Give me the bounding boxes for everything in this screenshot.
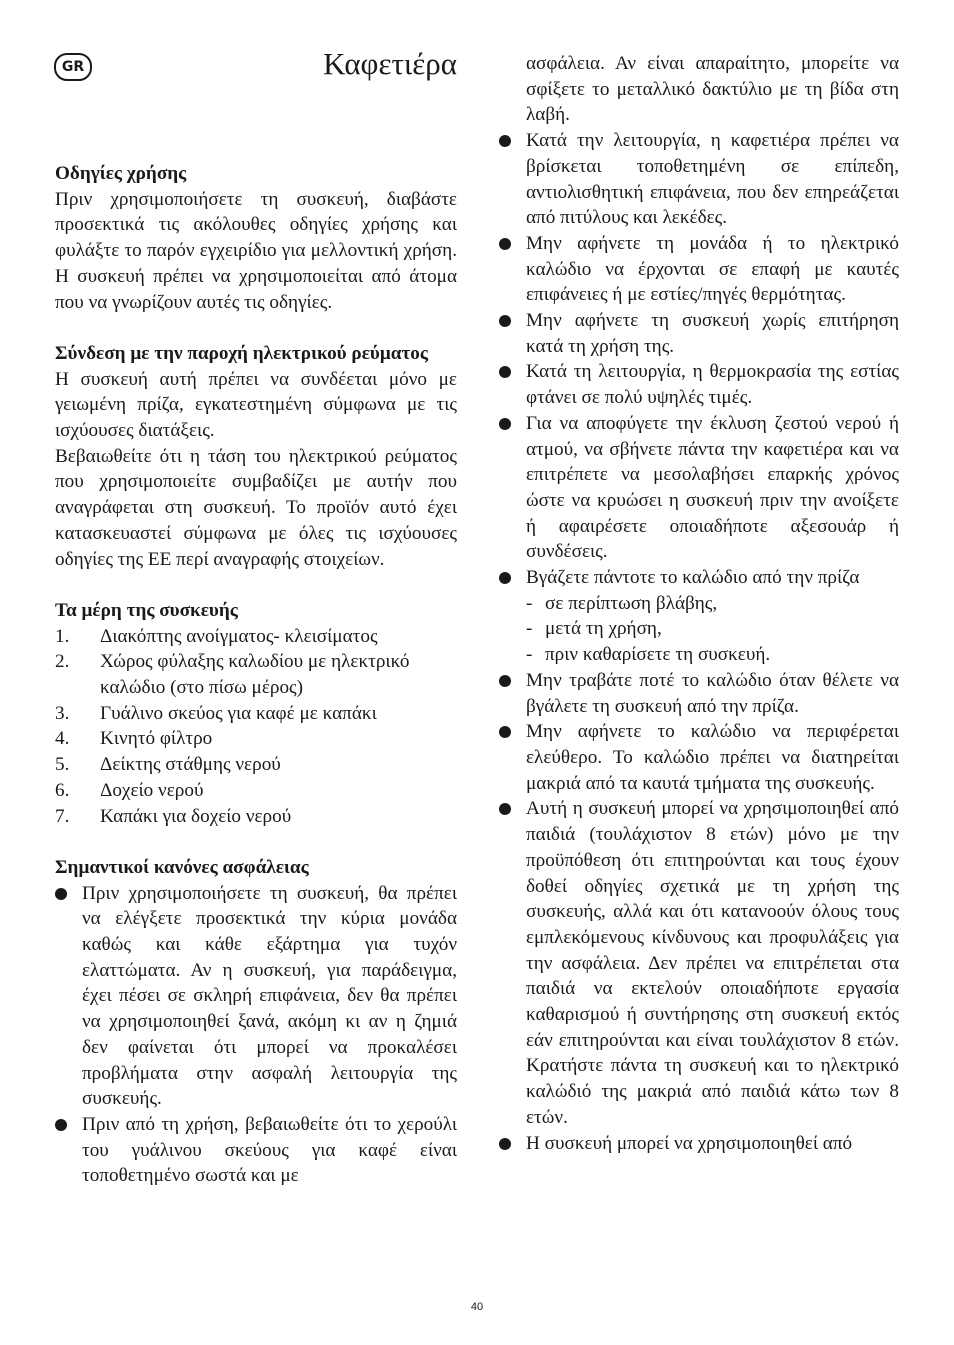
left-column: [55, 161, 457, 1189]
list-item: [499, 668, 899, 719]
list-item: [499, 1131, 899, 1157]
list-item: [55, 778, 457, 804]
item-text: Δείκτης στάθμης νερού: [100, 754, 281, 776]
bullet-icon: [499, 418, 511, 430]
list-item: [499, 308, 899, 359]
language-badge: GR: [54, 53, 92, 81]
usage-text: Πριν χρησιμοποιήσετε τη συσκευή, διαβάστε προσεκτικά τις ακόλουθες οδηγίες χρήσης και φυλάξτε το παρόν εγχειρίδιο για μελλοντική χρήση. Η συσκευή πρέπει να χρησιμοποιείται από άτομα που να γνωρίζουν αυτές τις οδηγίες.: [55, 188, 457, 313]
list-item: [499, 719, 899, 796]
parts-list: [55, 624, 457, 830]
list-item: [55, 881, 457, 1112]
bullet-icon: [499, 726, 511, 738]
list-item: [499, 359, 899, 410]
page-number: 40: [470, 1301, 484, 1313]
item-number: 7.: [55, 805, 70, 827]
item-number: 1.: [55, 625, 70, 647]
bullet-icon: [499, 675, 511, 687]
item-text: Μην αφήνετε το καλώδιο να περιφέρεται ελεύθερο. Το καλώδιο πρέπει να διατηρείται μακριά από τα καυτά τμήματα της συσκευής.: [526, 721, 899, 794]
item-text: Κινητό φίλτρο: [100, 728, 213, 750]
usage-heading: Οδηγίες χρήσης: [55, 163, 187, 184]
unplug-conditions-list: [499, 591, 899, 668]
bullet-icon: [499, 572, 511, 584]
spacer: [55, 315, 457, 341]
dash-marker: -: [526, 592, 533, 614]
list-item: [55, 624, 457, 650]
list-item: [55, 1112, 457, 1189]
bullet-icon: [55, 1119, 67, 1131]
parts-heading: Τα μέρη της συσκευής: [55, 599, 238, 621]
list-item: [499, 411, 899, 565]
item-text: Μην αφήνετε τη μονάδα ή το ηλεκτρικό καλώδιο να έρχονται σε επαφή με καυτές επιφάνειες ή με εστίες/πηγές θερμότητας.: [526, 232, 899, 306]
item-text: Μην αφήνετε τη συσκευή χωρίς επιτήρηση κατά τη χρήση της.: [526, 310, 899, 357]
item-text: Κατά τη λειτουργία, η θερμοκρασία της εστίας φτάνει σε πολύ υψηλές τιμές.: [526, 361, 899, 409]
item-text: Διακόπτης ανοίγματος- κλεισίματος: [100, 625, 378, 647]
safety-list-right-a: [499, 128, 899, 591]
dash-marker: -: [526, 618, 533, 640]
safety-heading: Σημαντικοί κανόνες ασφάλειας: [55, 856, 309, 878]
right-column: [499, 51, 899, 1156]
list-item: [55, 649, 457, 700]
list-item: [526, 642, 899, 668]
bullet-icon: [499, 1138, 511, 1150]
list-item: [55, 752, 457, 778]
page-title: Καφετιέρα: [323, 46, 457, 81]
dash-marker: -: [526, 644, 533, 666]
item-text: Για να αποφύγετε την έκλυση ζεστού νερού ή ατμού, να σβήνετε πάντα την καφετιέρα και να επιτρέπετε να μεσολαβήσει επαρκής χρόνος ώστε να κρυώσει η συσκευή πριν την ανοίξετε ή αφαιρέσετε οποιαδήποτε αξεσουάρ ή συνδέσεις.: [526, 412, 899, 563]
item-text: Πριν χρησιμοποιήσετε τη συσκευή, θα πρέπει να ελέγξετε προσεκτικά την κύρια μονάδα καθώς και κάθε εξάρτημα για τυχόν ελαττώματα. Αν η συσκευή, για παράδειγμα, έχει πέσει σε σκληρή επιφάνεια, δεν θα πρέπει να χρησιμοποιηθεί ξανά, ακόμη κι αν η ζημιά δεν φαίνεται ότι μπορεί να προκαλέσει προβλήματα στην ασφαλή λειτουργία της συσκευής.: [82, 882, 457, 1110]
item-text: μετά τη χρήση,: [545, 618, 662, 640]
bullet-icon: [499, 315, 511, 327]
power-heading: Σύνδεση με την παροχή ηλεκτρικού ρεύματος: [55, 342, 428, 364]
safety-list-left: [55, 881, 457, 1189]
list-item: [499, 128, 899, 231]
item-number: 4.: [55, 728, 70, 750]
item-text: Καπάκι για δοχείο νερού: [100, 805, 292, 827]
bullet-icon: [55, 888, 67, 900]
list-item: [55, 726, 457, 752]
bullet-icon: [499, 238, 511, 250]
power-text-2: Βεβαιωθείτε ότι η τάση του ηλεκτρικού ρεύματος που χρησιμοποιείτε συμβαδίζει με αυτήν που αναγράφεται στη συσκευή. Το προϊόν αυτό έχει κατασκευαστεί σύμφωνα με όλες τις ισχύουσες οδηγίες της ΕΕ περί αναγραφής στοιχείων.: [55, 445, 457, 570]
safety-list-right-b: [499, 668, 899, 1156]
item-text: Αυτή η συσκευή μπορεί να χρησιμοποιηθεί από παιδιά (τουλάχιστον 8 ετών) μόνο με την προϋπόθεση ότι επιτηρούνται και τους έχουν δοθεί οδηγίες σχετικά με τη χρήση της συσκευής, αλλά και ότι κατανοούν όλους τους εμπλεκόμενους κίνδυνους και προφυλάξεις για την ασφάλεια. Δεν πρέπει να επιτρέπεται στα παιδιά να εκτελούν οποιαδήποτε εργασία καθαρισμού ή συντήρησης στη συσκευή εκτός εάν επιτηρούνται και είναι τουλάχιστον 8 ετών. Κρατήστε πάντα τη συσκευή και το ηλεκτρικό καλώδιό της μακριά από παιδιά κάτω των 8 ετών.: [526, 798, 899, 1128]
list-item: [499, 231, 899, 308]
item-number: 3.: [55, 702, 70, 724]
item-text: Δοχείο νερού: [100, 779, 204, 801]
item-text: Μην τραβάτε ποτέ το καλώδιο όταν θέλετε να βγάλετε τη συσκευή από την πρίζα.: [526, 669, 899, 717]
bullet-icon: [499, 803, 511, 815]
item-text: Η συσκευή μπορεί να χρησιμοποιηθεί από: [526, 1132, 853, 1154]
item-text: Πριν από τη χρήση, βεβαιωθείτε ότι το χερούλι του γυάλινου σκεύους για καφέ είναι τοποθετημένο σωστά και με: [82, 1113, 457, 1187]
item-text: Κατά την λειτουργία, η καφετιέρα πρέπει να βρίσκεται τοποθετημένη σε επίπεδη, αντιολισθητική επιφάνεια, που δεν επηρεάζεται από πιτύλους και λεκέδες.: [526, 130, 899, 229]
bullet-icon: [499, 135, 511, 147]
list-item: [499, 796, 899, 1130]
continuation-text: ασφάλεια. Αν είναι απαραίτητο, μπορείτε να σφίξετε το μεταλλικό δακτύλιο με τη βίδα στη λαβή.: [526, 53, 899, 126]
spacer: [55, 572, 457, 598]
item-text: Βγάζετε πάντοτε το καλώδιο από την πρίζα: [526, 567, 860, 589]
item-number: 5.: [55, 754, 70, 776]
bullet-icon: [499, 366, 511, 378]
list-item: [526, 591, 899, 617]
spacer: [55, 829, 457, 855]
item-text: σε περίπτωση βλάβης,: [545, 592, 718, 614]
list-item: [55, 804, 457, 830]
item-number: 6.: [55, 779, 70, 801]
list-item: [526, 616, 899, 642]
item-text: Γυάλινο σκεύος για καφέ με καπάκι: [100, 702, 377, 724]
item-number: 2.: [55, 651, 70, 673]
item-text: Χώρος φύλαξης καλωδίου με ηλεκτρικό καλώδιο (στο πίσω μέρος): [100, 651, 410, 699]
item-text: πριν καθαρίσετε τη συσκευή.: [545, 644, 771, 666]
list-item: [499, 565, 899, 591]
list-item: [55, 701, 457, 727]
power-text-1: Η συσκευή αυτή πρέπει να συνδέεται μόνο με γειωμένη πρίζα, εγκατεστημένη σύμφωνα με τις ισχύουσες διατάξεις.: [55, 368, 457, 442]
